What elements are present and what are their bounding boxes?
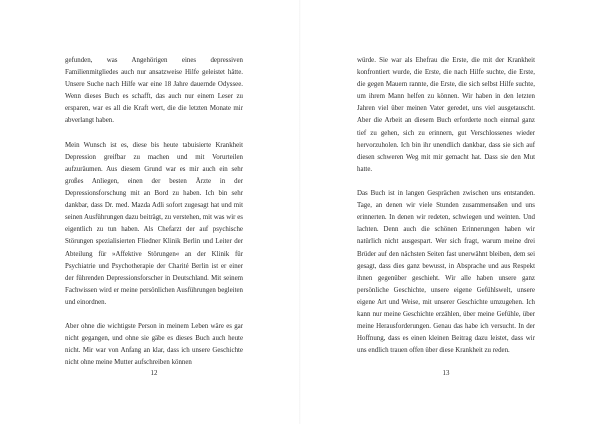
paragraph: würde. Sie war als Ehefrau die Erste, die mit der Krankheit konfrontiert wurde, die Erste, die nach Hilfe suchte, die Erste, die gegen Mauern rannte, die Erste, die sich selbst Hilfe suchte, um ihrem Mann helfen zu können. Wir haben in den letzten Jahren viel über meinen Vater geredet, uns viel ausgetauscht. Aber die Arbeit an diesem Buch erforderte noch einmal ganz tief zu gehen, sich zu erinnern, gut Verschlossenes wieder hervorzuholen. Ich bin ihr unendlich dankbar, dass sie sich auf diesen schweren Weg mit mir gemacht hat. Dass sie den Mut hatte. [357, 57, 535, 173]
paragraph: gefunden, was Angehörigen eines depressiven Familienmitgliedes auch nur ansatzweise Hilfe geleistet hätte. Unsere Suche nach Hilfe war eine 18 Jahre dauernde Odyssee. Wenn dieses Buch es schafft, das auch nur einem Leser zu ersparen, war es all die Kraft wert, die die letzten Monate mir abverlangt haben. [65, 57, 243, 125]
page-number: 13 [442, 370, 450, 377]
paragraph: Aber ohne die wichtigste Person in meinem Leben wäre es gar nicht gegangen, und ohne sie gäbe es dieses Buch auch heute nicht. Mir war von Anfang an klar, dass ich unsere Geschichte nicht ohne meine Mutter aufschreiben können [65, 323, 243, 367]
paragraph: Mein Wunsch ist es, diese bis heute tabuisierte Krankheit Depression greifbar zu machen und mit Vorurteilen aufzuräumen. Aus diesem Grund war es mir auch ein sehr großes Anliegen, einen der besten Ärzte in der Depressionsforschung mit an Bord zu haben. Ich bin sehr dankbar, dass Dr. med. Mazda Adli sofort zugesagt hat und mit seinen Ausführungen dazu beiträgt, zu verstehen, mit was wir es eigentlich zu tun haben. Als Chefarzt der auf psychische Störungen spezialisierten Fliedner Klinik Berlin und Leiter der Abteilung für »Affektive Störungen« an der Klinik für Psychiatrie und Psychotherapie der Charité Berlin ist er einer der führenden Depressionsforscher in Deutschland. Mit seinem Fachwissen wird er meine persönlichen Ausführungen begleiten und einordnen. [65, 141, 243, 306]
right-page-text [357, 55, 535, 357]
page-number: 12 [150, 370, 158, 377]
paragraph: Das Buch ist in langen Gesprächen zwischen uns entstanden. Tage, an denen wir viele Stunden zusammensaßen und uns erinnerten. In denen wir redeten, schwiegen und weinten. Und lachten. Denn auch die schönen Erinnerungen haben wir natürlich nicht ausgespart. Wer sich fragt, warum meine drei Brüder auf den nächsten Seiten fast unerwähnt bleiben, dem sei gesagt, dass dies ganz bewusst, in Absprache und aus Respekt ihnen gegenüber geschieht. Wir alle haben unsere ganz persönliche Geschichte, unsere eigene Gefühlswelt, unsere eigene Art und Weise, mit unserer Geschichte umzugehen. Ich kann nur meine Geschichte erzählen, über meine Gefühle, über meine Herausforderungen. Genau das habe ich versucht. In der Hoffnung, dass es einen kleinen Beitrag dazu leistet, dass wir uns endlich trauen offen über diese Krankheit zu reden. [357, 190, 535, 355]
left-page-text [65, 55, 243, 369]
right-page [300, 0, 600, 424]
